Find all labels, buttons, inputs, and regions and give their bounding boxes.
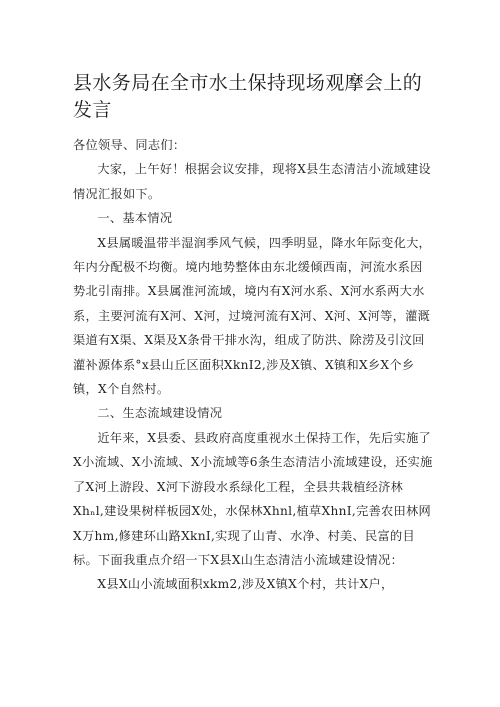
section-heading-basic-info: 一、基本情况 xyxy=(97,211,173,226)
salutation: 各位领导、同志们： xyxy=(73,138,186,152)
document-body xyxy=(73,133,433,597)
basic-info-paragraph: X县属暖温带半湿润季风气候，四季明显，降水年际变化大，年内分配极不均衡。境内地势整体由东北缓倾西南，河流水系因势北引南排。X县属淮河流域，境内有X河水系、X河水系两大水系，主要河流有X河、X河，过境河流有X河、X河、X河等，灌溉渠道有X渠、X渠及X条骨干排水沟，组成了防洪、除涝及引汶回灌补源体系°x县山丘区面积XknI2,涉及X镇、X镇和X乡X个乡镇，X个自然村。 xyxy=(73,235,432,397)
document-title: 县水务局在全市水土保持现场观摩会上的发言 xyxy=(73,72,423,121)
opening-paragraph: 大家，上午好！根据会议安排，现将X县生态清洁小流域建设情况汇报如下。 xyxy=(73,162,432,201)
mountain-watershed-paragraph: X县X山小流域面积xkm2,涉及X镇X个村，共计X户， xyxy=(97,577,394,592)
eco-watershed-paragraph: 近年来，X县委、县政府高度重视水土保持工作，先后实施了X小流域、X小流域、X小流域等6条生态清洁小流域建设，还实施了X河上游段、X河下游段水系绿化工程，全县共栽植经济林Xhₙl,建设果树样板园X处，水保林Xhnl,植草XhnI,完善农田林网X万hm,修建环山路XknI,实现了山青、水净、村美、民富的目标。下面我重点介绍一下X县X山生态清洁小流域建设情况： xyxy=(73,430,433,567)
section-heading-eco-watershed: 二、生态流域建设情况 xyxy=(97,406,223,421)
